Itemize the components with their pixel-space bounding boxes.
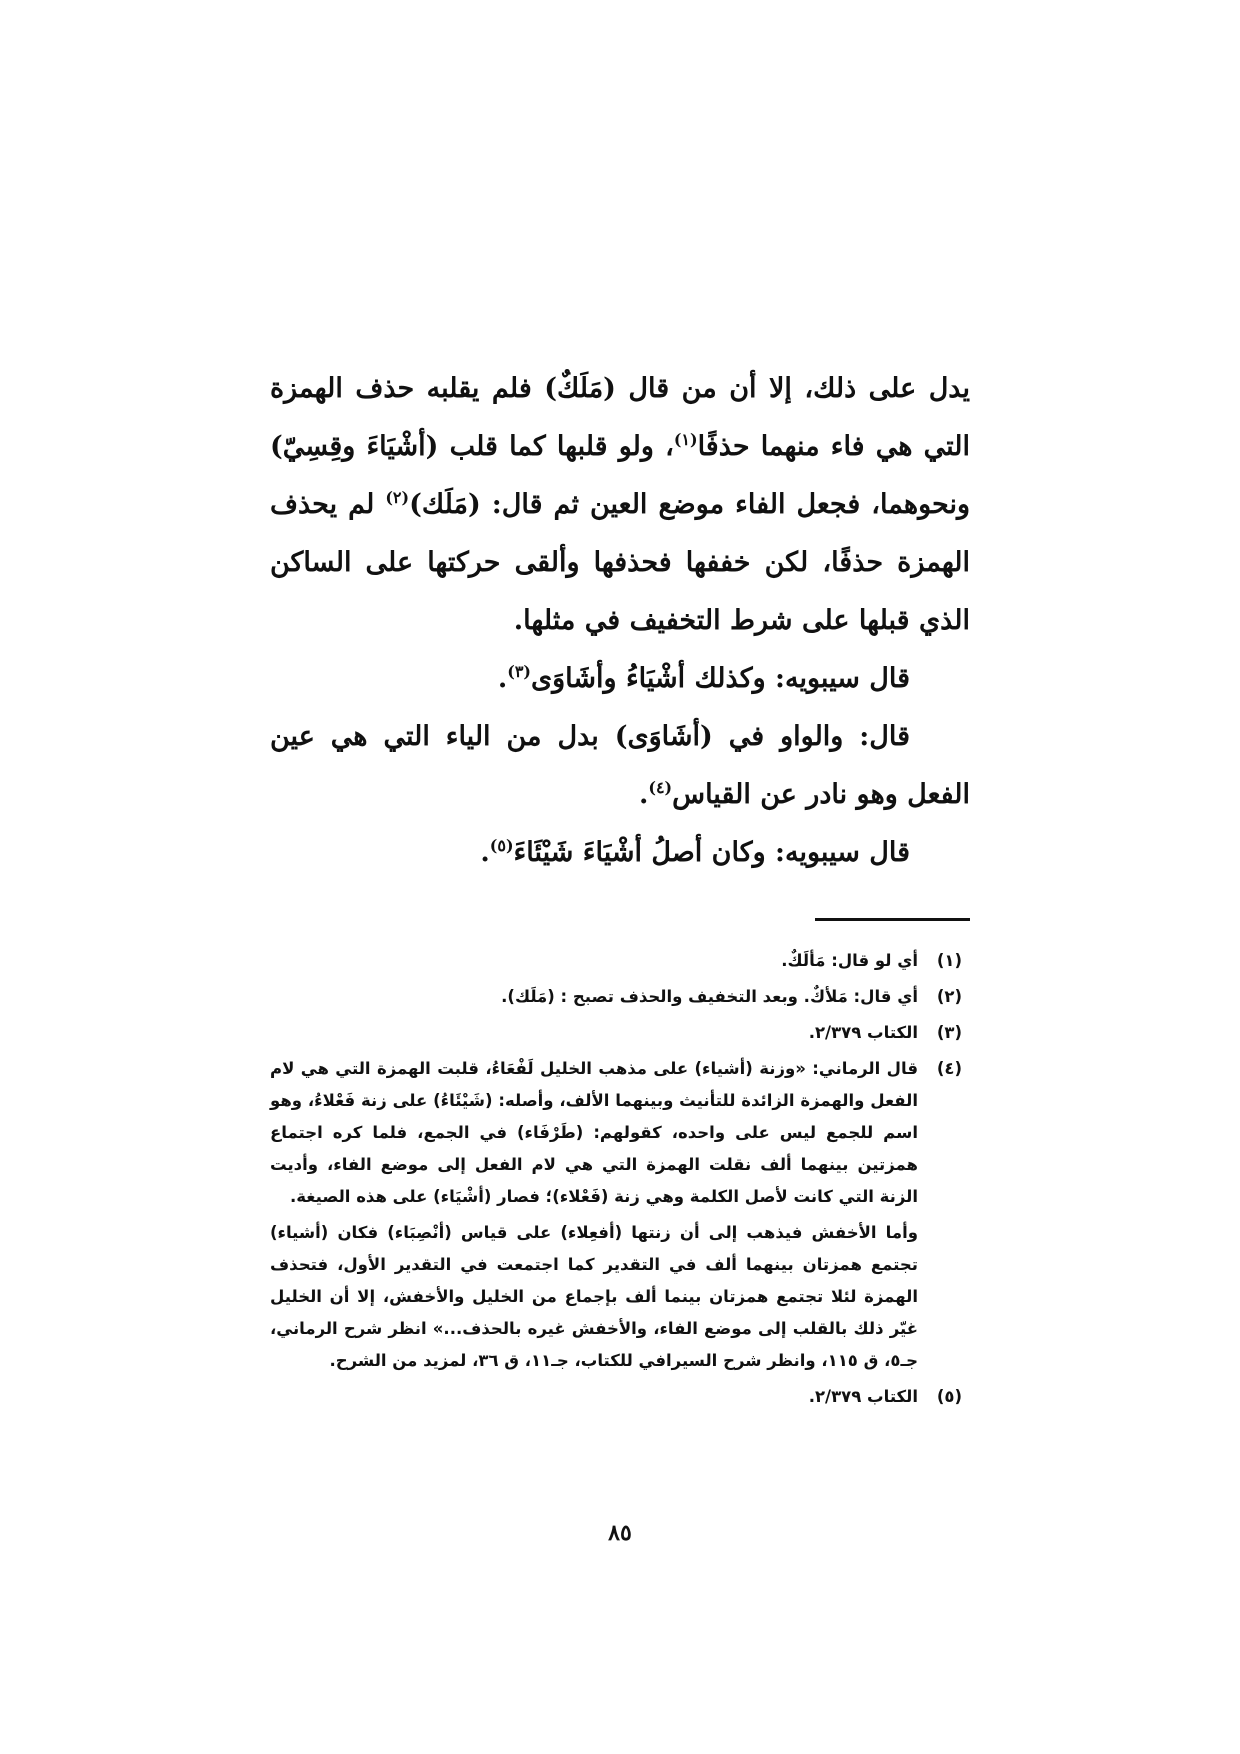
page-body xyxy=(270,360,970,1417)
sibawayh-quote-2 xyxy=(270,824,970,882)
footnote-text: أي لو قال: مَألَكٌ. xyxy=(781,951,918,970)
sibawayh-quote-1 xyxy=(270,650,970,708)
commentary-paragraph xyxy=(270,708,970,824)
footnote-number: (٤) xyxy=(936,1059,962,1078)
footnote-text: أي قال: مَلأكٌ. وبعد التخفيف والحذف تصبح : (مَلَك). xyxy=(501,987,918,1006)
footnote-item xyxy=(270,981,970,1013)
footnote-ref[interactable]: (٤) xyxy=(648,778,673,797)
paragraph-text: لم يحذف الهمزة حذفًا، لكن خففها فحذفها وألقى حركتها على الساكن الذي قبلها على شرط التخفيف في مثلها. xyxy=(270,489,970,636)
footnote-separator xyxy=(815,918,970,921)
footnote-item xyxy=(270,945,970,977)
footnotes xyxy=(270,945,970,1413)
footnote-text: الكتاب ٢/٣٧٩. xyxy=(808,1023,918,1042)
punctuation: . xyxy=(638,779,649,810)
footnote-number: (٢) xyxy=(936,987,962,1006)
footnote-item xyxy=(270,1017,970,1049)
footnote-item xyxy=(270,1053,970,1213)
speaker-label: قال سيبويه: xyxy=(775,837,910,868)
footnote-ref[interactable]: (٢) xyxy=(385,488,410,507)
speaker-label: قال: xyxy=(859,721,910,752)
main-paragraph xyxy=(270,360,970,650)
footnote-number: (١) xyxy=(936,951,962,970)
punctuation: . xyxy=(497,663,508,694)
footnote-number: (٥) xyxy=(936,1387,962,1406)
footnote-ref[interactable]: (٥) xyxy=(489,836,514,855)
footnote-ref[interactable]: (٣) xyxy=(507,662,531,681)
footnote-number: (٣) xyxy=(936,1023,962,1042)
quote-text: وكان أصلُ أشْيَاءَ شَيْئَاءَ xyxy=(513,837,776,868)
punctuation: . xyxy=(480,837,490,868)
paragraph-text: يدل على ذلك، إلا أن من قال (مَلَكٌ) فلم يقلبه حذف الهمزة التي هي فاء منهما حذفًا xyxy=(270,373,970,462)
page-number: ٨٥ xyxy=(608,1520,632,1546)
speaker-label: قال سيبويه: xyxy=(775,663,910,694)
commentary-text: والواو في (أشَاوَى) بدل من الياء التي هي عين الفعل وهو نادر عن القياس xyxy=(270,721,970,810)
footnote-continuation: وأما الأخفش فيذهب إلى أن زنتها (أفعِلاء) على قياس (أنْصِبَاء) فكان (أشياء) تجتمع همزتان بينهما ألف في التقدير كما اجتمعت في التقدير الأول، فتحذف الهمزة لئلا تجتمع همزتان بينما ألف بإجماع من الخليل والأخفش، إلا أن الخليل غيّر ذلك بالقلب إلى موضع الفاء، والأخفش غيره بالحذف...» انظر شرح الرماني، جـ٥، ق ١١٥، وانظر شرح السيرافي للكتاب، جـ١١، ق ٣٦، لمزيد من الشرح. xyxy=(270,1223,918,1370)
footnote-text: الكتاب ٢/٣٧٩. xyxy=(808,1387,918,1406)
footnote-text: قال الرماني: «وزنة (أشياء) على مذهب الخليل لَفْعَاءُ، قلبت الهمزة التي هي لام الفعل والهمزة الزائدة للتأنيث وبينهما الألف، وأصله: (شَيْئَاءُ) على زنة فَعْلاءُ، وهو اسم للجمع ليس على واحده، كقولهم: (طَرْفَاء) في الجمع، فلما كره اجتماع همزتين بينهما ألف نقلت الهمزة التي هي لام الفعل إلى موضع الفاء، وأديت الزنة التي كانت لأصل الكلمة وهي زنة (فَعْلاء)؛ فصار (أشْيَاء) على هذه الصيغة. xyxy=(270,1059,918,1206)
footnote-item xyxy=(270,1381,970,1413)
quote-text: وكذلك أشْيَاءُ وأشَاوَى xyxy=(531,663,776,694)
footnote-ref[interactable]: (١) xyxy=(673,430,698,449)
paragraph-text: ، ولو قلبها كما قلب (أشْيَاءَ وقِسِيّ) ونحوهما، فجعل الفاء موضع العين ثم قال: (مَلَك) xyxy=(270,431,970,520)
